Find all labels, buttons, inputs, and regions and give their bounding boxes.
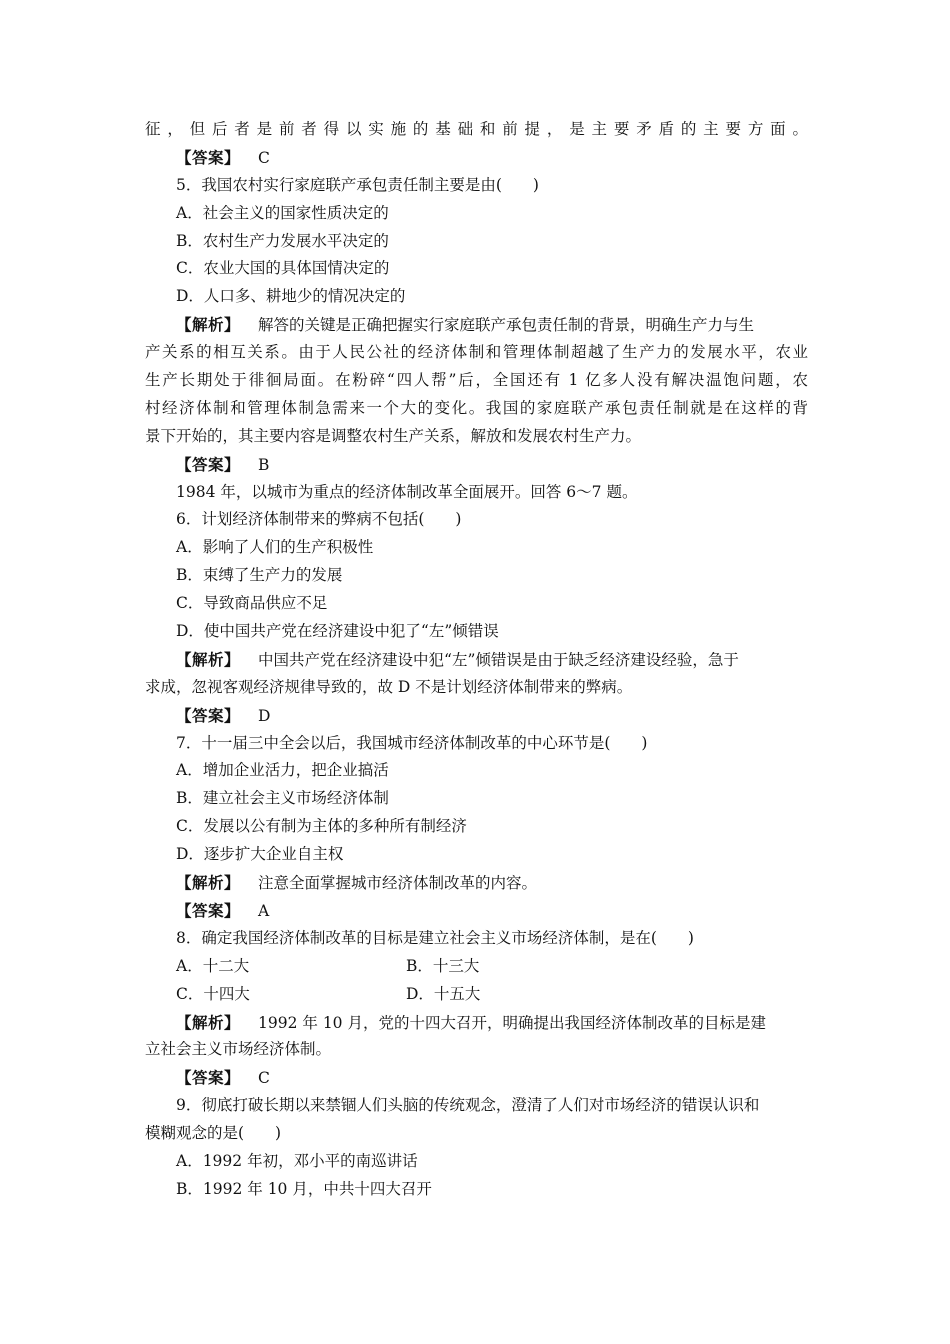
- answer-value: C: [258, 148, 270, 167]
- answer-value: A: [258, 901, 270, 920]
- explanation-line: 生产长期处于徘徊局面。在粉碎“四人帮”后，全国还有 1 亿多人没有解决温饱问题，农: [145, 371, 808, 390]
- explanation-line: 征，但后者是前者得以实施的基础和前提，是主要矛盾的主要方面。: [145, 120, 808, 138]
- option-7a: A．增加企业活力，把企业搞活: [176, 761, 389, 780]
- question-8: 8．确定我国经济体制改革的目标是建立社会主义市场经济体制，是在( ): [176, 928, 694, 947]
- answer-value: C: [258, 1069, 270, 1088]
- answer-value: B: [258, 455, 270, 474]
- option-6c: C．导致商品供应不足: [176, 594, 328, 613]
- answer-tag: 【答案】: [176, 705, 241, 725]
- question-6: 6．计划经济体制带来的弊病不包括( ): [176, 510, 462, 529]
- explanation-text: 1992 年 10 月，党的十四大召开，明确提出我国经济体制改革的目标是建: [258, 1013, 766, 1032]
- explanation-line: 求成，忽视客观经济规律导致的，故 D 不是计划经济体制带来的弊病。: [145, 677, 633, 696]
- explanation-line: 立社会主义市场经济体制。: [145, 1040, 332, 1059]
- question-group-intro: 1984 年，以城市为重点的经济体制改革全面展开。回答 6～7 题。: [176, 482, 638, 501]
- answer-line: [145, 451, 808, 479]
- option-8d: D．十五大: [406, 984, 481, 1003]
- option-5a: A．社会主义的国家性质决定的: [176, 203, 389, 222]
- option-8b: B．十三大: [406, 956, 480, 975]
- answer-line: [145, 702, 808, 730]
- explanation-tag: 【解析】: [176, 649, 241, 669]
- explanation-line: [145, 869, 808, 897]
- answer-tag: 【答案】: [176, 147, 241, 167]
- option-7b: B．建立社会主义市场经济体制: [176, 789, 389, 808]
- option-7c: C．发展以公有制为主体的多种所有制经济: [176, 817, 467, 836]
- explanation-line: [145, 1009, 808, 1037]
- option-8c: C．十四大: [176, 984, 250, 1003]
- option-row-8-ab: [145, 953, 808, 981]
- option-8a: A．十二大: [176, 956, 250, 975]
- document-body: [145, 116, 808, 1204]
- explanation-text: 注意全面掌握城市经济体制改革的内容。: [258, 874, 538, 893]
- answer-tag: 【答案】: [176, 454, 241, 474]
- explanation-line: [145, 646, 808, 674]
- question-9: 9．彻底打破长期以来禁锢人们头脑的传统观念，澄清了人们对市场经济的错误认识和: [176, 1096, 760, 1115]
- answer-tag: 【答案】: [176, 1068, 241, 1088]
- explanation-line: 村经济体制和管理体制急需来一个大的变化。我国的家庭联产承包责任制就是在这样的背: [145, 398, 808, 417]
- option-6a: A．影响了人们的生产积极性: [176, 538, 374, 557]
- explanation-line: [145, 311, 808, 339]
- option-9a: A．1992 年初，邓小平的南巡讲话: [176, 1151, 418, 1170]
- option-5b: B．农村生产力发展水平决定的: [176, 231, 389, 250]
- option-6b: B．束缚了生产力的发展: [176, 566, 343, 585]
- option-9b: B．1992 年 10 月，中共十四大召开: [176, 1179, 432, 1198]
- question-5: 5．我国农村实行家庭联产承包责任制主要是由( ): [176, 175, 539, 194]
- explanation-line: 产关系的相互关系。由于人民公社的经济体制和管理体制超越了生产力的发展水平，农业: [145, 343, 808, 362]
- answer-tag: 【答案】: [176, 900, 241, 920]
- answer-value: D: [258, 706, 271, 725]
- answer-line: [145, 897, 808, 925]
- explanation-text: 解答的关键是正确把握实行家庭联产承包责任制的背景，明确生产力与生: [258, 316, 755, 335]
- explanation-tag: 【解析】: [176, 315, 241, 335]
- option-5c: C．农业大国的具体国情决定的: [176, 259, 390, 278]
- option-6d: D．使中国共产党在经济建设中犯了“左”倾错误: [176, 622, 499, 641]
- question-9-cont: 模糊观念的是( ): [145, 1124, 282, 1143]
- answer-line: [145, 1064, 808, 1092]
- answer-line: [145, 144, 808, 172]
- question-7: 7．十一届三中全会以后，我国城市经济体制改革的中心环节是( ): [176, 733, 648, 752]
- option-5d: D．人口多、耕地少的情况决定的: [176, 287, 406, 306]
- option-row-8-cd: [145, 981, 808, 1009]
- option-7d: D．逐步扩大企业自主权: [176, 845, 344, 864]
- explanation-tag: 【解析】: [176, 873, 241, 893]
- explanation-text: 中国共产党在经济建设中犯“左”倾错误是由于缺乏经济建设经验，急于: [258, 650, 739, 669]
- explanation-tag: 【解析】: [176, 1012, 241, 1032]
- explanation-line: 景下开始的，其主要内容是调整农村生产关系，解放和发展农村生产力。: [145, 426, 642, 445]
